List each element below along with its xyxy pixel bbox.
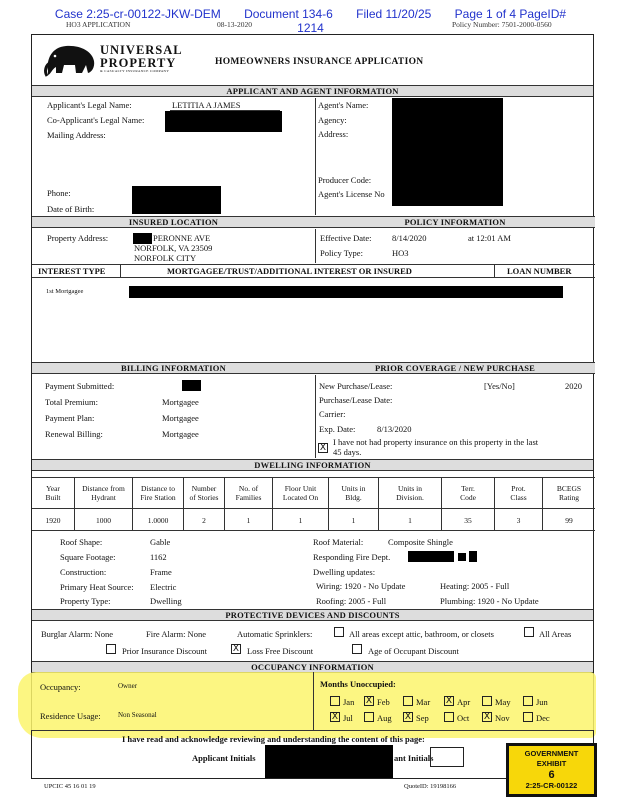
occupancy-label: Occupancy:	[40, 682, 81, 692]
redaction-initials	[265, 745, 393, 778]
month-checkbox-sep[interactable]: X	[404, 712, 412, 722]
roof-shape-value: Gable	[150, 537, 171, 547]
value-families: 1	[225, 509, 273, 531]
renewal-billing-label: Renewal Billing:	[45, 429, 103, 439]
fire-alarm: Fire Alarm: None	[146, 629, 206, 639]
month-label-dec: Dec	[536, 713, 550, 723]
value-units-division: 1	[379, 509, 442, 531]
square-footage-value: 1162	[150, 552, 167, 562]
month-checkbox-jan[interactable]	[330, 696, 340, 706]
logo-line2: PROPERTY	[100, 56, 177, 70]
value-stories: 2	[184, 509, 225, 531]
purchase-year: 2020	[565, 381, 582, 391]
col-header-units-bldg: Units in Bldg.	[329, 478, 379, 508]
sprinklers-partial-checkbox[interactable]	[334, 627, 344, 637]
band-occupancy: OCCUPANCY INFORMATION	[32, 661, 593, 673]
document-number: Document 134-6	[244, 7, 333, 21]
policy-type-label: Policy Type:	[320, 248, 363, 258]
effective-time: at 12:01 AM	[468, 233, 511, 243]
sprinklers-partial-label: All areas except attic, bathroom, or closets	[349, 629, 494, 639]
burglar-alarm: Burglar Alarm: None	[41, 629, 114, 639]
month-label-nov: Nov	[495, 713, 510, 723]
property-city-state: NORFOLK, VA 23509	[134, 243, 213, 253]
no-prior-line2: 45 days.	[333, 447, 362, 457]
form-date: 08-13-2020	[217, 20, 252, 29]
month-checkbox-may[interactable]	[482, 696, 492, 706]
band-prior-coverage: PRIOR COVERAGE / NEW PURCHASE	[315, 362, 595, 374]
legal-name-value: LETITIA A JAMES	[172, 100, 241, 110]
redaction-payment	[182, 380, 201, 391]
value-hydrant: 1000	[75, 509, 133, 531]
prior-insurance-discount-label: Prior Insurance Discount	[122, 646, 207, 656]
wiring-update: Wiring: 1920 - No Update	[316, 581, 406, 591]
month-checkbox-nov[interactable]: X	[483, 712, 491, 722]
carrier-label: Carrier:	[319, 409, 346, 419]
renewal-billing-value: Mortgagee	[162, 429, 199, 439]
month-label-may: May	[495, 697, 511, 707]
band-protective: PROTECTIVE DEVICES AND DISCOUNTS	[32, 609, 593, 621]
exhibit-number: 6	[548, 769, 555, 781]
month-checkbox-oct[interactable]	[444, 712, 454, 722]
prior-insurance-discount-checkbox[interactable]	[106, 644, 116, 654]
month-label-sep: Sep	[416, 713, 429, 723]
form-code: UPCIC 45 16 01 19	[44, 783, 96, 790]
exp-date-value: 8/13/2020	[377, 424, 412, 434]
redaction-mortgagee	[129, 286, 563, 298]
agency-label: Agency:	[318, 115, 347, 125]
redaction-fire-dept-1	[408, 551, 454, 562]
elephant-icon	[42, 41, 98, 79]
month-label-jan: Jan	[343, 697, 355, 707]
month-label-feb: Feb	[377, 697, 390, 707]
month-checkbox-dec[interactable]	[523, 712, 533, 722]
page-number: Page 1 of 4 PageID#	[454, 7, 567, 21]
col-header-floor-unit: Floor Unit Located On	[273, 478, 329, 508]
agent-name-label: Agent's Name:	[318, 100, 369, 110]
sprinklers-all-label: All Areas	[539, 629, 572, 639]
no-prior-line1: I have not had property insurance on this property in the last	[333, 437, 539, 447]
month-checkbox-aug[interactable]	[364, 712, 374, 722]
agent-initials-box[interactable]	[430, 747, 464, 767]
col-header-units-division: Units in Division.	[379, 478, 442, 508]
col-header-stories: Number of Stories	[184, 478, 225, 508]
occupancy-divider	[313, 672, 314, 730]
month-checkbox-jul[interactable]: X	[331, 712, 339, 722]
value-terr-code: 35	[442, 509, 495, 531]
acknowledgment-text: I have read and acknowledge reviewing and understanding the content of this page:	[122, 734, 425, 744]
age-discount-checkbox[interactable]	[352, 644, 362, 654]
logo-line1: UNIVERSAL	[100, 43, 183, 57]
exp-date-label: Exp. Date:	[319, 424, 356, 434]
month-label-mar: Mar	[416, 697, 431, 707]
agent-address-label: Address:	[318, 129, 349, 139]
value-year-built: 1920	[32, 509, 75, 531]
age-discount-label: Age of Occupant Discount	[368, 646, 459, 656]
occupancy-section	[31, 672, 594, 730]
filed-date: Filed 11/20/25	[356, 7, 432, 21]
plumbing-update: Plumbing: 1920 - No Update	[440, 596, 539, 606]
month-checkbox-mar[interactable]	[403, 696, 413, 706]
total-premium-value: Mortgagee	[162, 397, 199, 407]
roof-shape-label: Roof Shape:	[60, 537, 103, 547]
redaction-fire-dept-2	[458, 553, 466, 561]
col-header-hydrant: Distance from Hydrant	[75, 478, 133, 508]
construction-label: Construction:	[60, 567, 107, 577]
band-dwelling: DWELLING INFORMATION	[32, 459, 593, 471]
interest-type-value: 1st Mortgagee	[46, 288, 84, 295]
yes-no-label: [Yes/No]	[484, 381, 515, 391]
co-applicant-label: Co-Applicant's Legal Name:	[47, 115, 145, 125]
roof-material-label: Roof Material:	[313, 537, 364, 547]
effective-date: 8/14/2020	[392, 233, 427, 243]
sprinklers-label: Automatic Sprinklers:	[237, 629, 313, 639]
property-type-value: Dwelling	[150, 596, 182, 606]
redaction-agent-info	[392, 98, 503, 206]
band-insured-location: INSURED LOCATION	[32, 216, 315, 228]
redaction-co-applicant	[165, 111, 282, 132]
col-header-families: No. of Families	[225, 478, 273, 508]
agent-initials-label: ant Initials	[394, 753, 434, 763]
residence-usage-value: Non Seasonal	[118, 711, 157, 719]
exhibit-case: 2:25-CR-00122	[525, 781, 578, 790]
residence-usage-label: Residence Usage:	[40, 711, 101, 721]
no-prior-insurance-checkbox[interactable]: X	[319, 443, 327, 453]
heat-source-label: Primary Heat Source:	[60, 582, 134, 592]
location-divider	[315, 229, 316, 263]
sprinklers-all-checkbox[interactable]	[524, 627, 534, 637]
month-label-aug: Aug	[377, 713, 392, 723]
value-fire-station: 1.0000	[133, 509, 184, 531]
interest-col-div1	[120, 264, 121, 278]
band-policy-info: POLICY INFORMATION	[315, 216, 595, 228]
policy-type: HO3	[392, 248, 409, 258]
effective-date-label: Effective Date:	[320, 233, 372, 243]
col-header-prot-class: Prot. Class	[495, 478, 543, 508]
payment-plan-label: Payment Plan:	[45, 413, 95, 423]
redaction-fire-dept-3	[469, 551, 477, 562]
payment-submitted-label: Payment Submitted:	[45, 381, 115, 391]
month-label-oct: Oct	[457, 713, 470, 723]
applicant-initials-label: Applicant Initials	[192, 753, 256, 763]
value-bcegs: 99	[565, 515, 573, 525]
occupancy-value: Owner	[118, 682, 138, 690]
value-prot-class: 3	[495, 509, 543, 531]
col-header-bcegs: BCEGS Rating	[556, 484, 582, 502]
interest-col-div2	[494, 264, 495, 278]
loss-free-discount-checkbox[interactable]: X	[232, 644, 240, 654]
agent-license-label: Agent's License No	[318, 189, 385, 199]
interest-type-header: INTEREST TYPE	[38, 266, 106, 276]
square-footage-label: Square Footage:	[60, 552, 116, 562]
mortgagee-header: MORTGAGEE/TRUST/ADDITIONAL INTEREST OR INSURED	[167, 266, 412, 276]
roofing-update: Roofing: 2005 - Full	[316, 596, 387, 606]
applicant-divider	[315, 98, 316, 215]
application-form	[31, 34, 594, 779]
month-label-jun: Jun	[536, 697, 548, 707]
loan-number-header: LOAN NUMBER	[507, 266, 572, 276]
construction-value: Frame	[150, 567, 172, 577]
government-exhibit-sticker	[506, 743, 597, 797]
exhibit-line2: EXHIBIT	[536, 759, 567, 768]
purchase-date-label: Purchase/Lease Date:	[319, 395, 393, 405]
fire-dept-label: Responding Fire Dept.	[313, 552, 391, 562]
mailing-address-label: Mailing Address:	[47, 130, 106, 140]
month-label-apr: Apr	[457, 697, 471, 707]
property-county: NORFOLK CITY	[134, 253, 197, 263]
heat-source-value: Electric	[150, 582, 177, 592]
month-checkbox-feb[interactable]: X	[365, 696, 373, 706]
col-header-terr-code: Terr. Code	[442, 478, 495, 508]
col-header-year-built: Year Built	[32, 478, 75, 508]
billing-divider	[315, 375, 316, 458]
month-label-jul: Jul	[343, 713, 353, 723]
payment-plan-value: Mortgagee	[162, 413, 199, 423]
property-address-label: Property Address:	[47, 233, 109, 243]
roof-material-value: Composite Shingle	[388, 537, 453, 547]
company-logo	[42, 41, 98, 81]
property-street: PERONNE AVE	[153, 233, 211, 243]
form-title: HOMEOWNERS INSURANCE APPLICATION	[215, 57, 424, 67]
total-premium-label: Total Premium:	[45, 397, 98, 407]
exhibit-line1: GOVERNMENT	[524, 749, 579, 758]
logo-tagline: & CASUALTY INSURANCE COMPANY	[100, 69, 170, 73]
col-header-fire-station: Distance to Fire Station	[133, 478, 184, 508]
dob-label: Date of Birth:	[47, 204, 95, 214]
dwelling-updates-label: Dwelling updates:	[313, 567, 376, 577]
policy-number: Policy Number: 7501-2000-0560	[452, 20, 552, 29]
value-units-bldg: 1	[329, 509, 379, 531]
property-type-label: Property Type:	[60, 596, 111, 606]
month-checkbox-apr[interactable]: X	[445, 696, 453, 706]
quote-id: QuoteID: 19198166	[404, 783, 457, 790]
phone-label: Phone:	[47, 188, 71, 198]
heating-update: Heating: 2005 - Full	[440, 581, 510, 591]
page-id: 1214	[297, 21, 324, 35]
form-name: HO3 APPLICATION	[66, 20, 131, 29]
month-checkbox-jun[interactable]	[523, 696, 533, 706]
producer-code-label: Producer Code:	[318, 175, 372, 185]
legal-name-label: Applicant's Legal Name:	[47, 100, 132, 110]
new-purchase-label: New Purchase/Lease:	[319, 381, 393, 391]
months-unoccupied-label: Months Unoccupied:	[320, 679, 396, 689]
case-number: Case 2:25-cr-00122-JKW-DEM	[54, 7, 221, 21]
redaction-phone-dob	[132, 186, 221, 214]
value-floor-unit: 1	[273, 509, 329, 531]
band-billing: BILLING INFORMATION	[32, 362, 315, 374]
loss-free-discount-label: Loss Free Discount	[247, 646, 314, 656]
band-applicant: APPLICANT AND AGENT INFORMATION	[32, 85, 593, 97]
dwelling-table	[32, 477, 595, 531]
